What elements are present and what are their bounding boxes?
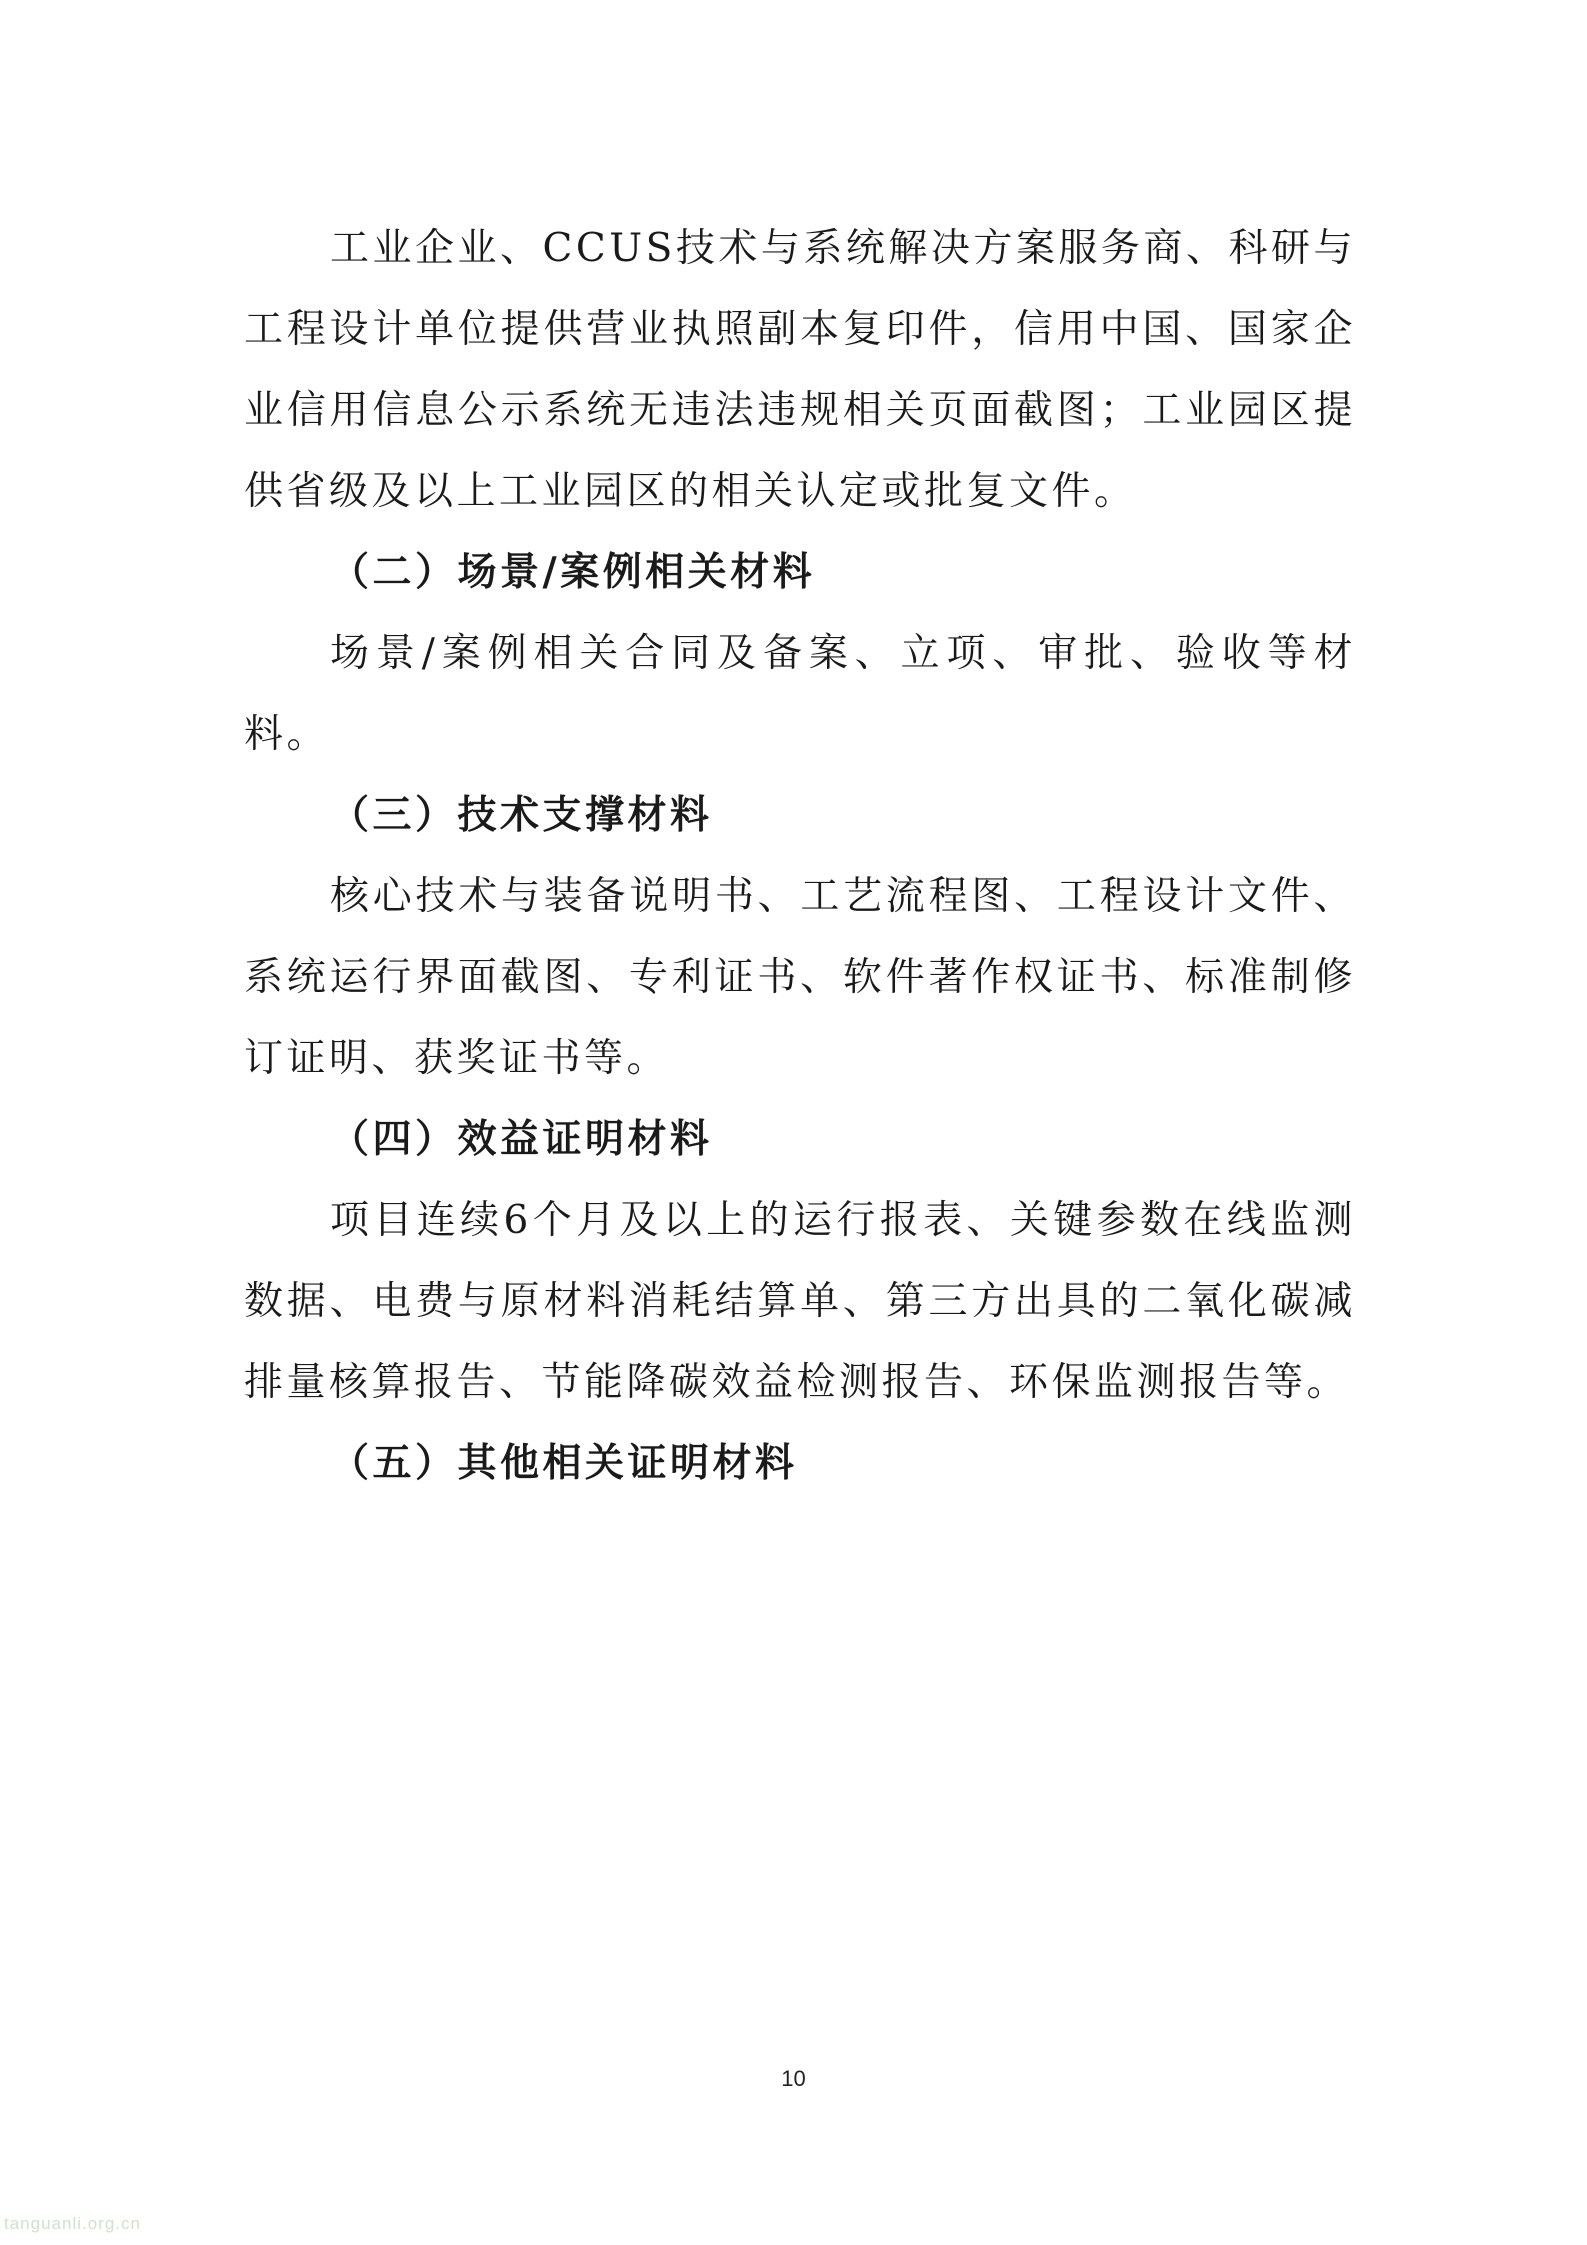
section-heading-benefit-materials: （四）效益证明材料: [330, 1116, 713, 1162]
page-number: 10: [781, 2066, 806, 2091]
document-body: [244, 208, 1356, 1504]
site-watermark: tanguanli.org.cn: [4, 2214, 141, 2233]
section-heading-scenario-materials: （二）场景/案例相关材料: [330, 549, 816, 595]
paragraph-scenario-materials: 场景/案例相关合同及备案、立项、审批、验收等材料。: [244, 631, 1356, 757]
paragraph-benefit-materials: 项目连续6个月及以上的运行报表、关键参数在线监测数据、电费与原材料消耗结算单、第三方出具的二氧化碳减排量核算报告、节能降碳效益检测报告、环保监测报告等。: [244, 1198, 1356, 1405]
section-heading-other-materials: （五）其他相关证明材料: [330, 1440, 798, 1486]
paragraph-qualification-materials: 工业企业、CCUS技术与系统解决方案服务商、科研与工程设计单位提供营业执照副本复印件，信用中国、国家企业信用信息公示系统无违法违规相关页面截图；工业园区提供省级及以上工业园区的相关认定或批复文件。: [244, 226, 1356, 514]
section-heading-technical-materials: （三）技术支撑材料: [330, 792, 713, 838]
paragraph-technical-materials: 核心技术与装备说明书、工艺流程图、工程设计文件、系统运行界面截图、专利证书、软件著作权证书、标准制修订证明、获奖证书等。: [244, 874, 1356, 1081]
